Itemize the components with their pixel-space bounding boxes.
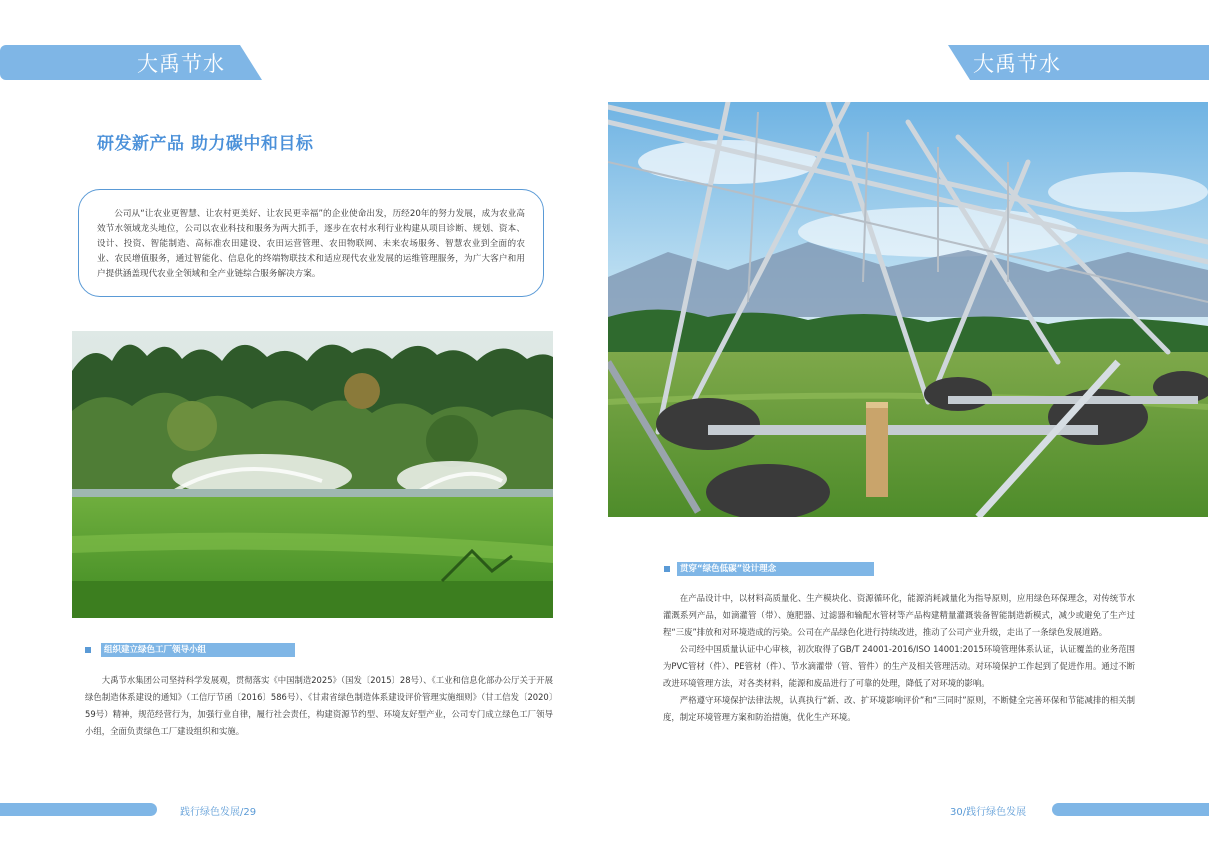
section-paragraph-1: 在产品设计中，以材料高质量化、生产模块化、资源循环化，能源消耗减量化为指导原则，应用绿色环保理念，对传统节水灌溉系列产品，如滴灌管（带）、施肥器、过滤器和输配水管材等产品构建精量灌溉装备智能制造新模式，减少或避免了生产过程“三废”排放和对环境造成的污染。公司在产品绿色化进行持续改进，推动了公司产业升级，走出了一条绿色发展道路。 [663,593,1135,637]
footer-bar-left [0,803,157,816]
section-bullet-left [85,647,91,653]
page-number-left: 践行绿色发展/29 [180,807,257,818]
section-paragraph-2: 公司经中国质量认证中心审核，初次取得了GB/T 24001-2016/ISO 14001:2015环境管理体系认证，认证覆盖的业务范围为PVC管材（件）、PE管材（件）、节水滴灌带（管、管件）的生产及相关管理活动。对环境保护工作起到了促进作用。通过不断改进环境管理方法，对各类材料，能源和废品进行了可靠的处理，降低了对环境的影响。 [663,644,1135,688]
section-label-right: 贯穿“绿色低碳”设计理念 [677,562,874,576]
header-title-right: 大禹节水 [973,52,1061,76]
section-text-left [85,672,553,740]
section-label-left: 组织建立绿色工厂领导小组 [101,643,295,657]
header-title-left: 大禹节水 [137,52,225,76]
footer-bar-right [1052,803,1209,816]
sprinkler-field-photo [72,331,553,618]
center-pivot-irrigation-photo [608,102,1208,517]
section-paragraph: 大禹节水集团公司坚持科学发展观，贯彻落实《中国制造2025》（国发〔2015〕28号）、《工业和信息化部办公厅关于开展绿色制造体系建设的通知》（工信厅节函〔2016〕586号）、《甘肃省绿色制造体系建设评价管理实施细则》（甘工信发〔2020〕59号）精神，规范经营行为，加强行业自律，履行社会责任，构建资源节约型、环境友好型产业，公司专门成立绿色工厂领导小组，全面负责绿色工厂建设组织和实施。 [85,675,553,736]
section-text-right [663,590,1135,726]
page-number-right: 30/践行绿色发展 [950,807,1027,818]
page-title: 研发新产品 助力碳中和目标 [97,134,314,154]
section-paragraph-3: 严格遵守环境保护法律法规，认真执行“新、改、扩环境影响评价”和“三同时”原则，不断健全完善环保和节能减排的相关制度，制定环境管理方案和防治措施，优化生产环境。 [663,695,1135,722]
intro-box: 公司从“让农业更智慧、让农村更美好、让农民更幸福”的企业使命出发，历经20年的努力发展，成为农业高效节水领域龙头地位，公司以农业科技和服务为两大抓手，逐步在农村水利行业构建从项目诊断、规划、资本、设计、投资、智能制造、高标准农田建设、农田运营管理、农田物联网、未来农场服务、智慧农业到全面的农业、农民增值服务，通过智能化、信息化的终端物联技术和适应现代农业发展的运维管理服务，为广大客户和用户提供涵盖现代农业全领域和全产业链综合服务解决方案。 [78,189,544,297]
section-bullet-right [664,566,670,572]
